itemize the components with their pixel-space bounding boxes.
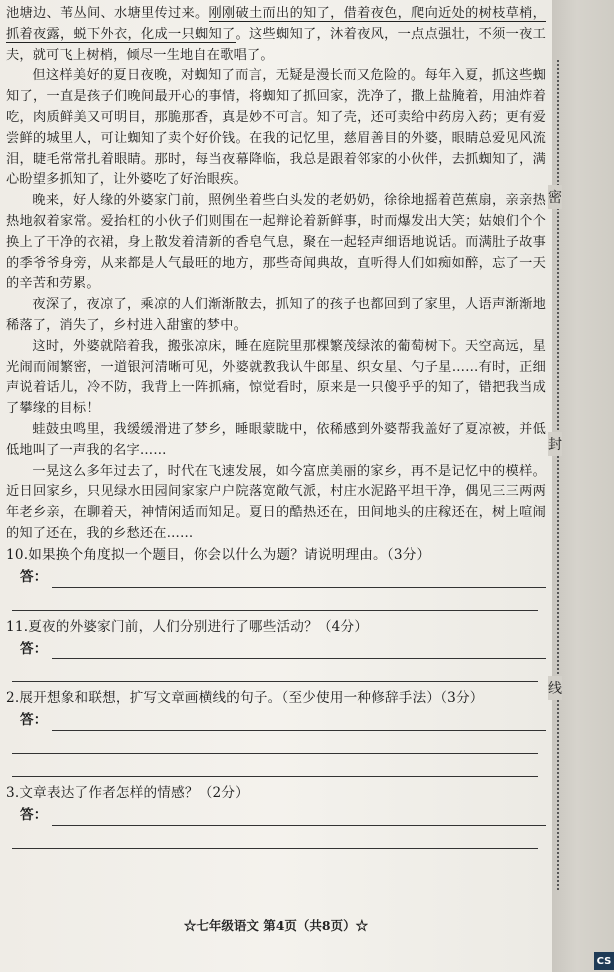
- p1-end: 。这些蜘知了，沐着夜风，一点点强壮，不须一夜工夫，就可飞上树梢，倾尽一生地自在歌唱了。: [6, 26, 546, 63]
- passage-paragraph-2: 但这样美好的夏日夜晚，对蜘知了而言，无疑是漫长而又危险的。每年入夏，抓这些蜘知了，一直是孩子们晚间最开心的事情，将蜘知了抓回家，洗净了，撒上盐腌着，用油炸着吃，肉质鲜美又可明目，那脆那香，真是妙不可言。知了壳，还可卖给中药房入药；更有爱尝鲜的城里人，可让蜘知了卖个好价钱。在我的记忆里，慈眉善目的外婆，眼睛总爱见风流泪，睫毛常常扎着眼睛。那时，每当夜幕降临，我总是跟着邻家的小伙伴，去抓蜘知了，满心盼望多抓知了，让外婆吃了好治眼疾。: [6, 68, 546, 188]
- answer-label: 答：: [20, 640, 48, 657]
- answer-label: 答：: [20, 807, 48, 824]
- scanner-logo-badge: CS: [594, 952, 614, 970]
- page-footer: ☆七年级语文 第4页（共8页）☆: [183, 918, 369, 933]
- question-text: 10.如果换个角度拟一个题目，你会以什么为题？请说明理由。（3分）: [6, 546, 431, 563]
- passage-paragraph-4: 夜深了，夜凉了，乘凉的人们渐渐散去，抓知了的孩子也都回到了家里，人语声渐渐地稀落了，消失了，乡村进入甜蜜的梦中。: [6, 297, 546, 333]
- answer-label: 答：: [20, 568, 48, 585]
- seal-mark-mi: 密: [548, 185, 562, 209]
- answer-label: 答：: [20, 712, 48, 729]
- question-text: 3.文章表达了作者怎样的情感？（2分）: [6, 785, 249, 802]
- answer-line[interactable]: [52, 573, 546, 588]
- seal-mark-feng: 封: [548, 432, 562, 456]
- question-text: 11.夏夜的外婆家门前，人们分别进行了哪些活动？（4分）: [6, 618, 369, 635]
- binding-margin: [552, 0, 614, 972]
- passage-paragraph-6: 蛙鼓虫鸣里，我缓缓滑进了梦乡，睡眼蒙眬中，依稀感到外婆帮我盖好了夏凉被，并低低地叫了一声我的名字……: [6, 421, 546, 458]
- question-text: 2.展开想象和联想，扩写文章画横线的句子。（至少使用一种修辞手法）（3分）: [6, 690, 484, 707]
- seal-mark-xian: 线: [548, 676, 562, 700]
- answer-line-extra[interactable]: [12, 758, 538, 777]
- answer-row[interactable]: [20, 637, 546, 659]
- passage-paragraph-3: 晚来，好人缘的外婆家门前，照例坐着些白头发的老奶奶，徐徐地摇着芭蕉扇，亲亲热热地叙着家常。爱抬杠的小伙子们则围在一起辩论着新鲜事，时而爆发出大笑；姑娘们个个换上了干净的衣裙，身上散发着清新的香皂气息，聚在一起轻声细语地说话。而满肚子故事的季爷爷身旁，从来都是人气最旺的地方，那些奇闻典故，直听得人们如痴如醉，忘了一天的辛苦和劳累。: [6, 193, 546, 292]
- answer-line-extra[interactable]: [12, 735, 538, 754]
- question-11: [6, 617, 546, 683]
- answer-line-extra[interactable]: [12, 592, 538, 611]
- passage-content: [6, 4, 546, 849]
- answer-line[interactable]: [52, 716, 546, 731]
- passage-paragraph-5: 这时，外婆就陪着我，搬张凉床，睡在庭院里那棵繁茂绿浓的葡萄树下。天空高远，星光闹而闹繁密，一道银河清晰可见，外婆就教我认牛郎星、织女星、勺子星……有时，正细声说着话儿，冷不防，我背上一阵抓痛，惊觉看时，原来是一只傻乎乎的知了，错把我当成了攀缘的目标！: [6, 338, 546, 417]
- answer-line-extra[interactable]: [12, 663, 538, 682]
- passage-paragraph-1: [6, 4, 546, 66]
- answer-row[interactable]: [20, 566, 546, 588]
- passage-paragraph-7: 一晃这么多年过去了，时代在飞速发展，如今富庶美丽的家乡，再不是记忆中的模样。近日回家乡，只见绿水田园间家家户户院落宽敞气派，村庄水泥路平坦干净，偶见三三两两年老乡亲，在聊着天，神情闲适而知足。夏日的酷热还在，田间地头的庄稼还在，树上喧闹的知了还在，我的乡愁还在……: [6, 463, 546, 541]
- answer-line[interactable]: [52, 644, 546, 659]
- answer-row[interactable]: [20, 709, 546, 731]
- p1-start: 池塘边、苇丛间、水塘里传过来。: [6, 6, 209, 21]
- question-13: [6, 783, 546, 849]
- question-12: [6, 688, 546, 777]
- answer-line-extra[interactable]: [12, 830, 538, 849]
- answer-line[interactable]: [52, 811, 546, 826]
- question-10: [6, 545, 546, 611]
- answer-row[interactable]: [20, 804, 546, 826]
- underlined-sentence: 刚刚破土而出的知了，借着夜色，爬向近处的树枝草梢，抓着夜露，蜕下外衣，化成一只蜘知了: [6, 6, 547, 42]
